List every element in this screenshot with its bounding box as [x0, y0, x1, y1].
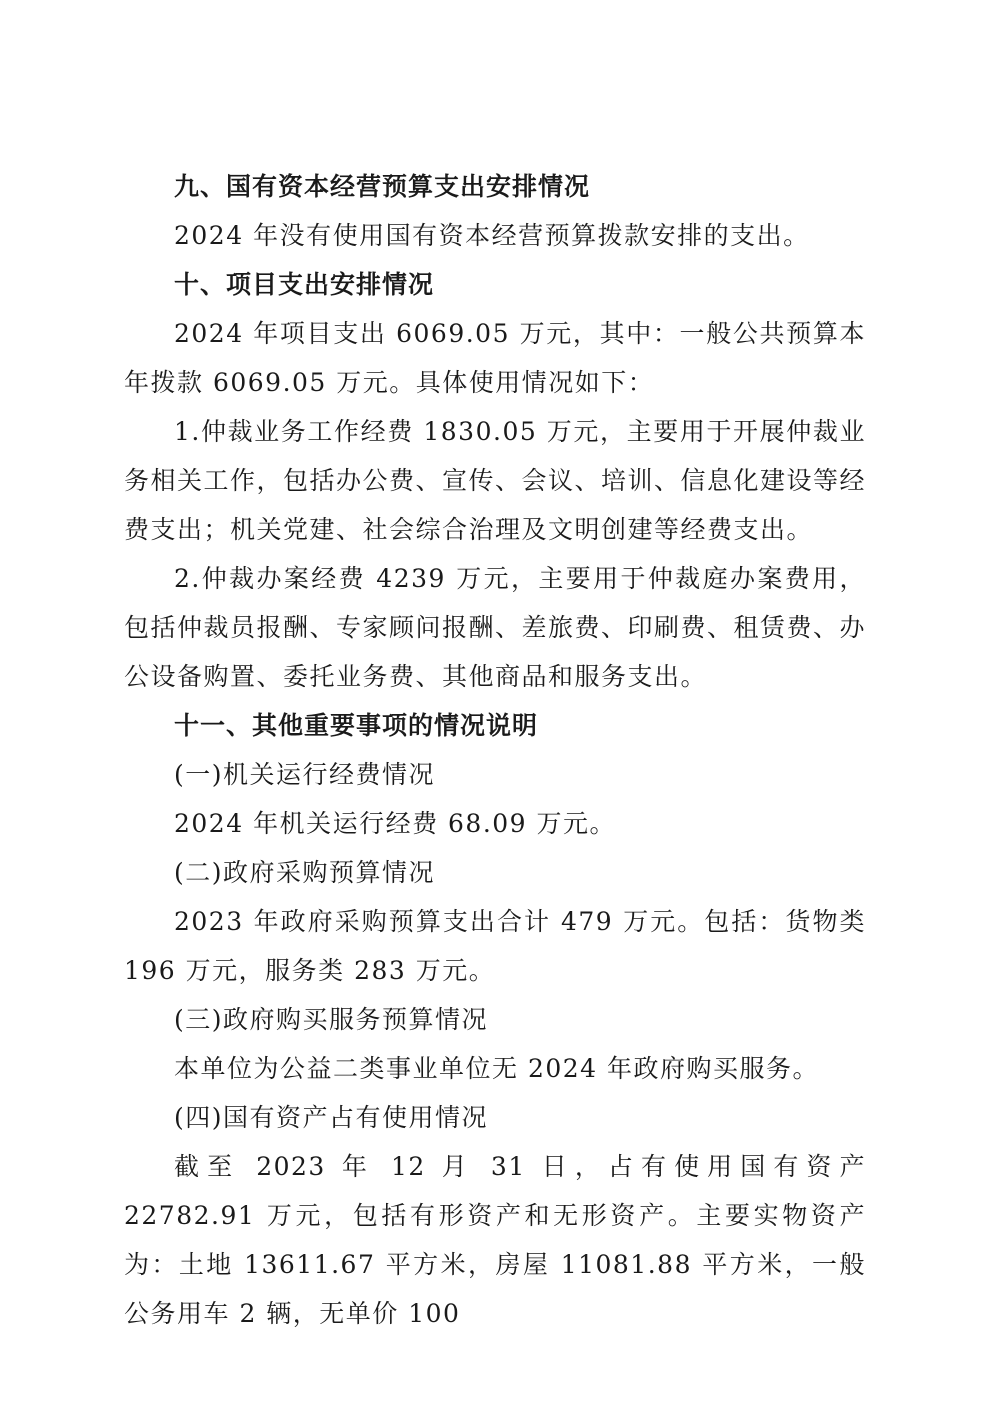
section-11-sub2-body: 2023 年政府采购预算支出合计 479 万元。包括：货物类 196 万元，服务类 283 万元。 — [124, 907, 866, 985]
section-11-sub4-body: 截至 2023 年 12 月 31 日，占有使用国有资产 22782.91 万元，包括有形资产和无形资产。主要实物资产为：土地 13611.67 平方米，房屋 11081.88 平方米，一般公务用车 2 辆，无单价 100 — [124, 1152, 866, 1328]
section-10-intro: 2024 年项目支出 6069.05 万元，其中：一般公共预算本年拨款 6069.05 万元。具体使用情况如下： — [124, 319, 866, 397]
section-11-sub3-body: 本单位为公益二类事业单位无 2024 年政府购买服务。 — [174, 1054, 820, 1083]
document-body — [124, 162, 866, 1338]
section-10-item-1: 1.仲裁业务工作经费 1830.05 万元，主要用于开展仲裁业务相关工作，包括办公费、宣传、会议、培训、信息化建设等经费支出；机关党建、社会综合治理及文明创建等经费支出。 — [124, 417, 867, 544]
section-9-heading: 九、国有资本经营预算支出安排情况 — [174, 172, 591, 201]
section-11-heading: 十一、其他重要事项的情况说明 — [174, 711, 539, 740]
section-11-sub2-title: (二)政府采购预算情况 — [174, 858, 436, 887]
section-11-sub1-title: (一)机关运行经费情况 — [174, 760, 436, 789]
section-11-sub1-body: 2024 年机关运行经费 68.09 万元。 — [174, 809, 617, 838]
section-11-sub4-title: (四)国有资产占有使用情况 — [174, 1103, 489, 1132]
section-9-body: 2024 年没有使用国有资本经营预算拨款安排的支出。 — [174, 221, 810, 250]
section-10-item-2: 2.仲裁办案经费 4239 万元，主要用于仲裁庭办案费用，包括仲裁员报酬、专家顾问报酬、差旅费、印刷费、租赁费、办公设备购置、委托业务费、其他商品和服务支出。 — [124, 564, 867, 691]
section-11-sub3-title: (三)政府购买服务预算情况 — [174, 1005, 489, 1034]
section-10-heading: 十、项目支出安排情况 — [174, 270, 435, 299]
